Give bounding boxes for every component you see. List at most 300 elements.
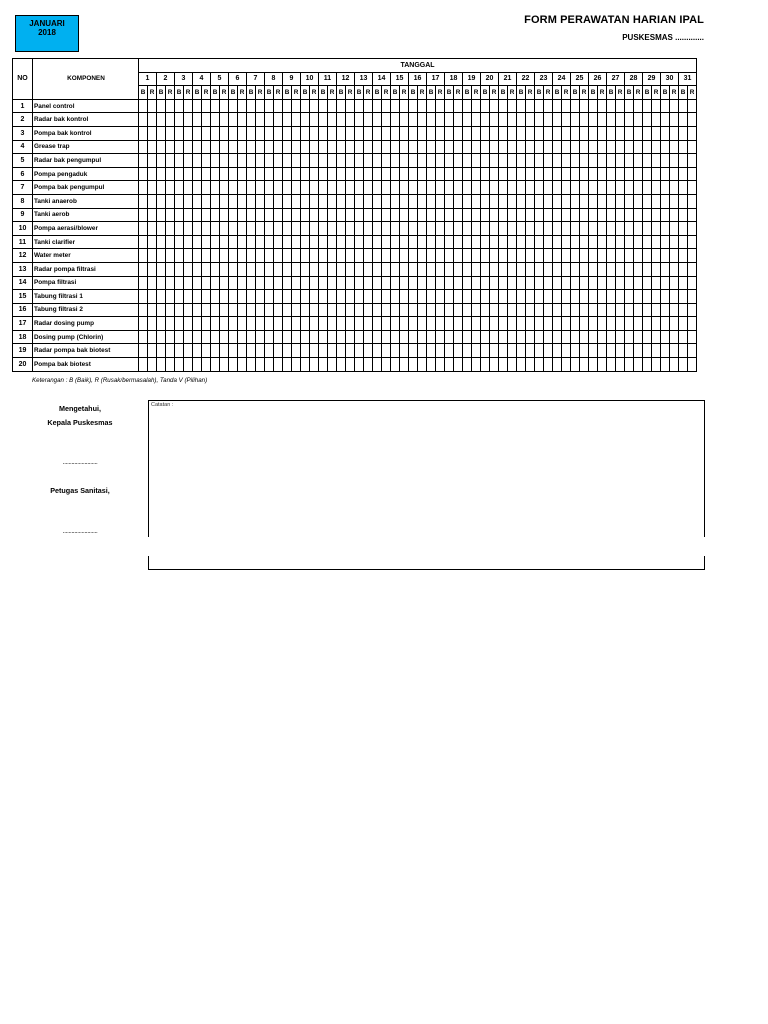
check-cell-good[interactable] [553,126,562,140]
check-cell-good[interactable] [427,222,436,236]
check-cell-good[interactable] [553,208,562,222]
check-cell-bad[interactable] [364,167,373,181]
check-cell-good[interactable] [553,154,562,168]
check-cell-good[interactable] [427,262,436,276]
check-cell-bad[interactable] [382,276,391,290]
check-cell-good[interactable] [319,235,328,249]
check-cell-good[interactable] [553,235,562,249]
check-cell-bad[interactable] [328,358,337,372]
check-cell-good[interactable] [499,317,508,331]
check-cell-good[interactable] [157,344,166,358]
check-cell-bad[interactable] [508,249,517,263]
check-cell-good[interactable] [499,181,508,195]
check-cell-bad[interactable] [166,290,175,304]
check-cell-bad[interactable] [418,154,427,168]
check-cell-good[interactable] [391,276,400,290]
check-cell-bad[interactable] [238,290,247,304]
check-cell-bad[interactable] [220,167,229,181]
check-cell-bad[interactable] [490,317,499,331]
check-cell-bad[interactable] [526,140,535,154]
check-cell-good[interactable] [229,344,238,358]
check-cell-good[interactable] [517,344,526,358]
check-cell-bad[interactable] [346,290,355,304]
check-cell-bad[interactable] [328,126,337,140]
check-cell-good[interactable] [409,249,418,263]
check-cell-good[interactable] [553,181,562,195]
check-cell-bad[interactable] [364,303,373,317]
check-cell-bad[interactable] [652,290,661,304]
check-cell-good[interactable] [355,249,364,263]
check-cell-good[interactable] [589,249,598,263]
check-cell-good[interactable] [139,344,148,358]
check-cell-good[interactable] [643,99,652,113]
check-cell-good[interactable] [481,167,490,181]
check-cell-bad[interactable] [418,358,427,372]
check-cell-bad[interactable] [436,126,445,140]
check-cell-good[interactable] [463,358,472,372]
check-cell-bad[interactable] [166,344,175,358]
check-cell-bad[interactable] [292,208,301,222]
check-cell-bad[interactable] [616,262,625,276]
check-cell-good[interactable] [499,167,508,181]
check-cell-bad[interactable] [670,208,679,222]
check-cell-bad[interactable] [454,249,463,263]
check-cell-good[interactable] [643,290,652,304]
check-cell-good[interactable] [157,249,166,263]
check-cell-bad[interactable] [436,358,445,372]
check-cell-bad[interactable] [346,126,355,140]
check-cell-good[interactable] [625,249,634,263]
check-cell-good[interactable] [301,330,310,344]
check-cell-good[interactable] [481,222,490,236]
check-cell-good[interactable] [679,235,688,249]
check-cell-bad[interactable] [238,330,247,344]
check-cell-good[interactable] [211,330,220,344]
check-cell-good[interactable] [445,344,454,358]
check-cell-bad[interactable] [688,317,697,331]
check-cell-good[interactable] [625,303,634,317]
check-cell-bad[interactable] [508,276,517,290]
check-cell-bad[interactable] [436,99,445,113]
check-cell-good[interactable] [679,262,688,276]
check-cell-bad[interactable] [202,317,211,331]
check-cell-good[interactable] [373,262,382,276]
check-cell-good[interactable] [373,181,382,195]
check-cell-bad[interactable] [544,113,553,127]
check-cell-good[interactable] [427,140,436,154]
check-cell-good[interactable] [373,303,382,317]
check-cell-bad[interactable] [652,208,661,222]
check-cell-good[interactable] [409,167,418,181]
check-cell-bad[interactable] [688,330,697,344]
check-cell-good[interactable] [157,358,166,372]
check-cell-good[interactable] [427,317,436,331]
check-cell-good[interactable] [553,303,562,317]
check-cell-good[interactable] [499,126,508,140]
check-cell-good[interactable] [463,344,472,358]
check-cell-good[interactable] [553,167,562,181]
check-cell-bad[interactable] [580,262,589,276]
check-cell-bad[interactable] [400,154,409,168]
check-cell-bad[interactable] [274,181,283,195]
check-cell-bad[interactable] [310,330,319,344]
check-cell-bad[interactable] [310,126,319,140]
check-cell-good[interactable] [679,194,688,208]
check-cell-good[interactable] [409,181,418,195]
check-cell-good[interactable] [409,140,418,154]
check-cell-bad[interactable] [292,126,301,140]
check-cell-bad[interactable] [166,126,175,140]
check-cell-bad[interactable] [634,194,643,208]
check-cell-bad[interactable] [202,262,211,276]
check-cell-good[interactable] [157,222,166,236]
check-cell-good[interactable] [193,303,202,317]
check-cell-bad[interactable] [490,358,499,372]
check-cell-bad[interactable] [328,140,337,154]
check-cell-good[interactable] [535,208,544,222]
check-cell-good[interactable] [445,167,454,181]
check-cell-bad[interactable] [490,194,499,208]
check-cell-good[interactable] [607,276,616,290]
check-cell-good[interactable] [463,99,472,113]
check-cell-good[interactable] [589,126,598,140]
check-cell-good[interactable] [607,126,616,140]
check-cell-bad[interactable] [400,126,409,140]
check-cell-good[interactable] [553,99,562,113]
check-cell-good[interactable] [463,249,472,263]
check-cell-good[interactable] [211,113,220,127]
check-cell-bad[interactable] [328,235,337,249]
check-cell-bad[interactable] [670,154,679,168]
check-cell-bad[interactable] [472,208,481,222]
check-cell-bad[interactable] [418,113,427,127]
check-cell-bad[interactable] [238,344,247,358]
check-cell-good[interactable] [229,99,238,113]
check-cell-bad[interactable] [364,208,373,222]
check-cell-good[interactable] [535,194,544,208]
check-cell-good[interactable] [535,181,544,195]
check-cell-good[interactable] [499,235,508,249]
check-cell-good[interactable] [589,167,598,181]
check-cell-bad[interactable] [670,194,679,208]
check-cell-good[interactable] [319,330,328,344]
check-cell-bad[interactable] [274,262,283,276]
check-cell-bad[interactable] [472,317,481,331]
check-cell-bad[interactable] [310,290,319,304]
check-cell-good[interactable] [553,317,562,331]
check-cell-bad[interactable] [526,126,535,140]
check-cell-bad[interactable] [472,167,481,181]
check-cell-bad[interactable] [292,330,301,344]
check-cell-bad[interactable] [166,249,175,263]
check-cell-good[interactable] [301,222,310,236]
check-cell-good[interactable] [211,181,220,195]
check-cell-bad[interactable] [688,154,697,168]
check-cell-good[interactable] [319,154,328,168]
check-cell-good[interactable] [535,344,544,358]
check-cell-bad[interactable] [616,154,625,168]
check-cell-bad[interactable] [364,140,373,154]
check-cell-good[interactable] [517,181,526,195]
check-cell-bad[interactable] [598,194,607,208]
check-cell-good[interactable] [265,358,274,372]
check-cell-good[interactable] [427,99,436,113]
check-cell-bad[interactable] [292,303,301,317]
check-cell-bad[interactable] [454,154,463,168]
check-cell-bad[interactable] [202,167,211,181]
check-cell-good[interactable] [211,194,220,208]
check-cell-bad[interactable] [562,222,571,236]
check-cell-good[interactable] [229,154,238,168]
check-cell-bad[interactable] [472,249,481,263]
check-cell-good[interactable] [499,222,508,236]
check-cell-good[interactable] [301,290,310,304]
check-cell-good[interactable] [283,194,292,208]
check-cell-good[interactable] [607,358,616,372]
check-cell-good[interactable] [373,330,382,344]
check-cell-good[interactable] [373,235,382,249]
check-cell-good[interactable] [211,344,220,358]
check-cell-good[interactable] [247,126,256,140]
check-cell-bad[interactable] [202,113,211,127]
check-cell-bad[interactable] [256,249,265,263]
check-cell-good[interactable] [157,235,166,249]
check-cell-good[interactable] [355,194,364,208]
check-cell-good[interactable] [679,181,688,195]
check-cell-good[interactable] [589,330,598,344]
check-cell-good[interactable] [481,262,490,276]
check-cell-bad[interactable] [364,290,373,304]
check-cell-bad[interactable] [508,235,517,249]
check-cell-bad[interactable] [598,249,607,263]
check-cell-good[interactable] [283,235,292,249]
check-cell-good[interactable] [427,303,436,317]
check-cell-good[interactable] [427,276,436,290]
check-cell-good[interactable] [427,154,436,168]
check-cell-good[interactable] [355,113,364,127]
check-cell-bad[interactable] [238,113,247,127]
check-cell-good[interactable] [571,317,580,331]
check-cell-bad[interactable] [472,303,481,317]
check-cell-good[interactable] [409,235,418,249]
check-cell-good[interactable] [589,344,598,358]
check-cell-bad[interactable] [202,222,211,236]
check-cell-good[interactable] [175,303,184,317]
check-cell-good[interactable] [211,276,220,290]
check-cell-bad[interactable] [580,303,589,317]
check-cell-bad[interactable] [652,249,661,263]
check-cell-good[interactable] [571,126,580,140]
check-cell-bad[interactable] [598,154,607,168]
check-cell-bad[interactable] [202,344,211,358]
check-cell-good[interactable] [265,167,274,181]
check-cell-good[interactable] [481,290,490,304]
check-cell-bad[interactable] [688,113,697,127]
check-cell-bad[interactable] [364,154,373,168]
check-cell-good[interactable] [445,303,454,317]
check-cell-good[interactable] [463,154,472,168]
check-cell-good[interactable] [211,249,220,263]
check-cell-good[interactable] [445,113,454,127]
check-cell-good[interactable] [337,99,346,113]
check-cell-bad[interactable] [616,99,625,113]
check-cell-good[interactable] [355,262,364,276]
check-cell-bad[interactable] [688,222,697,236]
check-cell-bad[interactable] [400,194,409,208]
check-cell-good[interactable] [463,303,472,317]
check-cell-bad[interactable] [454,262,463,276]
check-cell-good[interactable] [391,167,400,181]
check-cell-bad[interactable] [184,99,193,113]
check-cell-good[interactable] [373,99,382,113]
check-cell-good[interactable] [409,276,418,290]
check-cell-good[interactable] [319,344,328,358]
check-cell-bad[interactable] [238,208,247,222]
check-cell-bad[interactable] [328,208,337,222]
check-cell-good[interactable] [337,249,346,263]
check-cell-good[interactable] [589,303,598,317]
check-cell-good[interactable] [481,99,490,113]
check-cell-bad[interactable] [220,317,229,331]
check-cell-good[interactable] [589,154,598,168]
check-cell-bad[interactable] [490,167,499,181]
check-cell-bad[interactable] [148,303,157,317]
check-cell-bad[interactable] [400,317,409,331]
check-cell-bad[interactable] [472,344,481,358]
check-cell-bad[interactable] [436,262,445,276]
check-cell-good[interactable] [175,344,184,358]
check-cell-good[interactable] [571,154,580,168]
check-cell-good[interactable] [481,208,490,222]
check-cell-bad[interactable] [238,99,247,113]
check-cell-good[interactable] [643,249,652,263]
check-cell-bad[interactable] [166,113,175,127]
check-cell-bad[interactable] [292,154,301,168]
check-cell-bad[interactable] [292,276,301,290]
check-cell-bad[interactable] [598,317,607,331]
check-cell-bad[interactable] [148,330,157,344]
check-cell-good[interactable] [481,154,490,168]
check-cell-good[interactable] [445,208,454,222]
check-cell-bad[interactable] [634,317,643,331]
check-cell-bad[interactable] [166,276,175,290]
check-cell-bad[interactable] [670,358,679,372]
check-cell-bad[interactable] [634,276,643,290]
check-cell-bad[interactable] [670,290,679,304]
check-cell-bad[interactable] [400,262,409,276]
check-cell-bad[interactable] [616,126,625,140]
check-cell-bad[interactable] [184,181,193,195]
check-cell-bad[interactable] [310,262,319,276]
check-cell-good[interactable] [175,330,184,344]
check-cell-bad[interactable] [616,358,625,372]
check-cell-good[interactable] [139,358,148,372]
check-cell-bad[interactable] [670,126,679,140]
check-cell-bad[interactable] [598,358,607,372]
check-cell-bad[interactable] [382,208,391,222]
check-cell-good[interactable] [571,262,580,276]
check-cell-good[interactable] [283,317,292,331]
check-cell-bad[interactable] [526,181,535,195]
check-cell-bad[interactable] [670,99,679,113]
check-cell-good[interactable] [445,276,454,290]
check-cell-bad[interactable] [652,140,661,154]
check-cell-bad[interactable] [616,113,625,127]
check-cell-bad[interactable] [598,113,607,127]
check-cell-good[interactable] [229,262,238,276]
check-cell-good[interactable] [427,290,436,304]
check-cell-good[interactable] [643,181,652,195]
check-cell-good[interactable] [211,140,220,154]
check-cell-good[interactable] [517,167,526,181]
check-cell-bad[interactable] [580,358,589,372]
check-cell-good[interactable] [355,208,364,222]
check-cell-good[interactable] [157,276,166,290]
check-cell-good[interactable] [337,113,346,127]
check-cell-bad[interactable] [364,330,373,344]
check-cell-bad[interactable] [400,358,409,372]
check-cell-bad[interactable] [256,330,265,344]
check-cell-good[interactable] [661,317,670,331]
check-cell-good[interactable] [319,276,328,290]
check-cell-good[interactable] [265,290,274,304]
check-cell-good[interactable] [679,358,688,372]
check-cell-good[interactable] [679,317,688,331]
check-cell-good[interactable] [499,99,508,113]
check-cell-good[interactable] [373,249,382,263]
check-cell-bad[interactable] [220,235,229,249]
check-cell-bad[interactable] [418,290,427,304]
check-cell-bad[interactable] [616,194,625,208]
check-cell-good[interactable] [355,181,364,195]
check-cell-bad[interactable] [346,303,355,317]
check-cell-bad[interactable] [166,140,175,154]
check-cell-good[interactable] [643,303,652,317]
check-cell-good[interactable] [193,181,202,195]
check-cell-bad[interactable] [238,317,247,331]
check-cell-good[interactable] [517,330,526,344]
check-cell-bad[interactable] [580,181,589,195]
check-cell-bad[interactable] [328,303,337,317]
check-cell-good[interactable] [427,344,436,358]
check-cell-bad[interactable] [490,140,499,154]
check-cell-good[interactable] [139,126,148,140]
check-cell-bad[interactable] [580,126,589,140]
check-cell-good[interactable] [571,276,580,290]
check-cell-good[interactable] [355,303,364,317]
check-cell-good[interactable] [157,140,166,154]
check-cell-bad[interactable] [670,181,679,195]
check-cell-bad[interactable] [454,344,463,358]
check-cell-good[interactable] [373,126,382,140]
check-cell-bad[interactable] [670,317,679,331]
check-cell-good[interactable] [643,276,652,290]
check-cell-good[interactable] [247,222,256,236]
check-cell-bad[interactable] [544,290,553,304]
check-cell-good[interactable] [373,317,382,331]
check-cell-bad[interactable] [688,208,697,222]
check-cell-good[interactable] [679,303,688,317]
check-cell-bad[interactable] [202,330,211,344]
check-cell-bad[interactable] [688,140,697,154]
check-cell-bad[interactable] [184,113,193,127]
check-cell-bad[interactable] [166,181,175,195]
check-cell-good[interactable] [301,344,310,358]
check-cell-bad[interactable] [670,140,679,154]
check-cell-good[interactable] [571,181,580,195]
check-cell-bad[interactable] [184,290,193,304]
check-cell-good[interactable] [355,358,364,372]
